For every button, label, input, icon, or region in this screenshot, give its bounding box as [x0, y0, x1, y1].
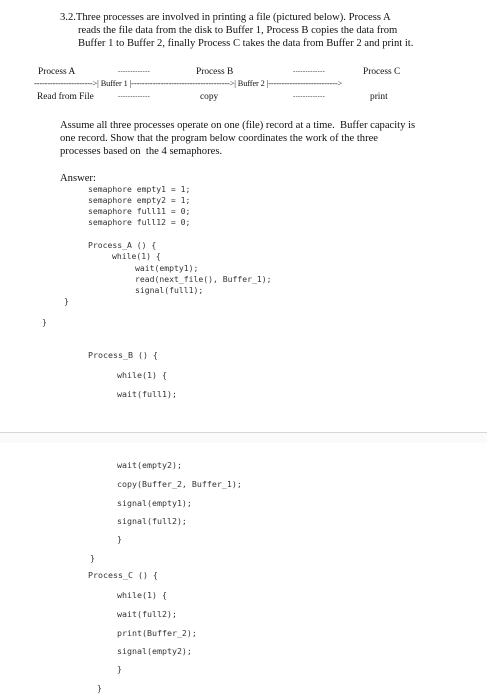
- dash-bottom-right: -------------: [293, 93, 326, 100]
- code-line: wait(full2);: [117, 609, 177, 619]
- code-line: semaphore empty1 = 1;: [88, 184, 191, 194]
- process-b-label: Process B: [196, 67, 234, 77]
- code-line: copy(Buffer_2, Buffer_1);: [117, 479, 242, 489]
- dash-bottom-left: -------------: [118, 93, 151, 100]
- code-line: semaphore full11 = 0;: [88, 206, 191, 216]
- read-from-file-label: Read from File: [37, 92, 94, 102]
- answer-label: Answer:: [60, 173, 96, 184]
- process-c-label: Process C: [363, 67, 401, 77]
- code-line: read(next_file(), Buffer_1);: [135, 274, 272, 284]
- closing-brace: }: [97, 683, 102, 693]
- code-line: signal(empty2);: [117, 646, 192, 656]
- process-a-label: Process A: [38, 67, 76, 77]
- code-line: Process_C () {: [88, 570, 158, 580]
- closing-brace: }: [117, 534, 122, 544]
- code-line: signal(full1);: [135, 285, 204, 295]
- assumption-line-3: processes based on the 4 semaphores.: [60, 146, 223, 157]
- code-line: while(1) {: [117, 590, 167, 600]
- code-line: Process_B () {: [88, 350, 158, 360]
- code-line: print(Buffer_2);: [117, 628, 197, 638]
- code-line: semaphore empty2 = 1;: [88, 195, 191, 205]
- code-line: signal(empty1);: [117, 498, 192, 508]
- code-line: wait(empty2);: [117, 460, 182, 470]
- code-line: while(1) {: [117, 370, 167, 380]
- closing-brace: }: [42, 317, 47, 327]
- dash-top-left: -------------: [118, 68, 151, 75]
- code-line: semaphore full12 = 0;: [88, 217, 191, 227]
- print-label: print: [370, 92, 388, 102]
- assumption-line-1: Assume all three processes operate on one (file) record at a time. Buffer capacity is: [60, 120, 416, 131]
- code-line: wait(empty1);: [135, 263, 199, 273]
- code-line: while(1) {: [112, 251, 161, 261]
- copy-label: copy: [200, 92, 219, 102]
- code-line: wait(full1);: [117, 389, 177, 399]
- code-line: Process_A () {: [88, 240, 157, 250]
- problem-line-2: reads the file data from the disk to Buffer 1, Process B copies the data from: [78, 25, 398, 36]
- closing-brace: }: [64, 296, 69, 306]
- code-line: signal(full2);: [117, 516, 187, 526]
- problem-line-1: 3.2.Three processes are involved in printing a file (pictured below). Process A: [60, 12, 391, 23]
- problem-line-3: Buffer 1 to Buffer 2, finally Process C takes the data from Buffer 2 and print it.: [78, 38, 414, 49]
- assumption-line-2: one record. Show that the program below coordinates the work of the three: [60, 133, 379, 144]
- closing-brace: }: [90, 553, 95, 563]
- closing-brace: }: [117, 664, 122, 674]
- buffer-pipeline-row: ---------------------->| Buffer 1 |------------------------------------->| Buffer 2 |-------------------------->: [34, 79, 343, 88]
- page-gap: [0, 433, 487, 443]
- dash-top-right: -------------: [293, 68, 326, 75]
